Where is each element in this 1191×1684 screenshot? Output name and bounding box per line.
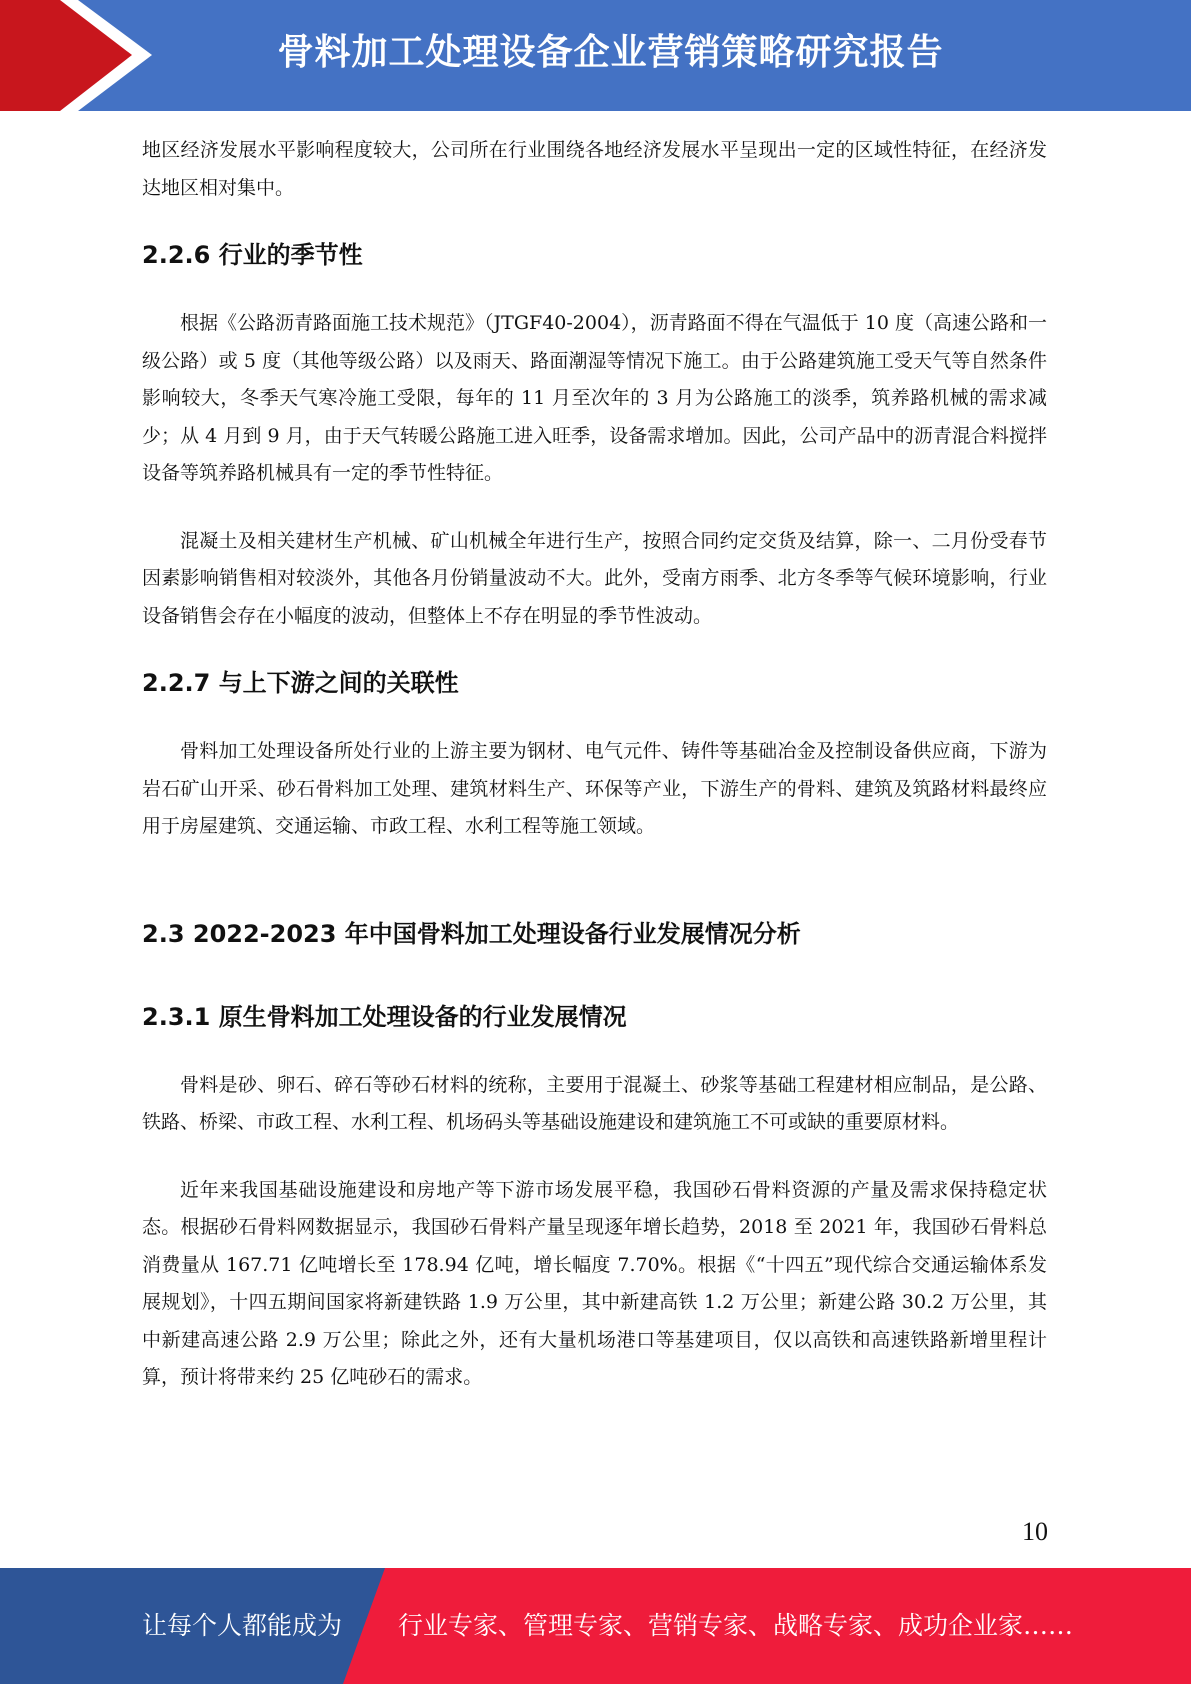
intro-paragraph: 地区经济发展水平影响程度较大，公司所在行业围绕各地经济发展水平呈现出一定的区域性特征，在经济发达地区相对集中。 bbox=[142, 139, 1047, 199]
page-number: 10 bbox=[1022, 1517, 1048, 1546]
paragraph-2-2-6-b: 混凝土及相关建材生产机械、矿山机械全年进行生产，按照合同约定交货及结算，除一、二月份受春节因素影响销售相对较淡外，其他各月份销量波动不大。此外，受南方雨季、北方冬季等气候环境影响，行业设备销售会存在小幅度的波动，但整体上不存在明显的季节性波动。 bbox=[142, 529, 1047, 627]
heading-2-2-6: 2.2.6 行业的季节性 bbox=[142, 241, 363, 269]
page-header bbox=[0, 0, 1191, 111]
heading-2-3: 2.3 2022-2023 年中国骨料加工处理设备行业发展情况分析 bbox=[142, 919, 801, 948]
main-content bbox=[142, 132, 1047, 1397]
footer-slogan-left: 让每个人都能成为 bbox=[142, 1611, 343, 1640]
footer-slogan-right: 行业专家、管理专家、营销专家、战略专家、成功企业家…… bbox=[398, 1611, 1074, 1640]
paragraph-2-2-6-a: 根据《公路沥青路面施工技术规范》（JTGF40-2004），沥青路面不得在气温低于 10 度（高速公路和一级公路）或 5 度（其他等级公路）以及雨天、路面潮湿等情况下施工。由于公路建筑施工受天气等自然条件影响较大，冬季天气寒冷施工受限，每年的 11 月至次年的 3 月为公路施工的淡季，筑养路机械的需求减少；从 4 月到 9 月，由于天气转暖公路施工进入旺季，设备需求增加。因此，公司产品中的沥青混合料搅拌设备等筑养路机械具有一定的季节性特征。 bbox=[142, 312, 1047, 484]
header-red-chevron bbox=[0, 0, 132, 111]
paragraph-2-3-1-a: 骨料是砂、卵石、碎石等砂石材料的统称，主要用于混凝土、砂浆等基础工程建材相应制品，是公路、铁路、桥梁、市政工程、水利工程、机场码头等基础设施建设和建筑施工不可或缺的重要原材料。 bbox=[142, 1073, 1047, 1133]
paragraph-2-3-1-b: 近年来我国基础设施建设和房地产等下游市场发展平稳，我国砂石骨料资源的产量及需求保持稳定状态。根据砂石骨料网数据显示，我国砂石骨料产量呈现逐年增长趋势，2018 至 2021 年，我国砂石骨料总消费量从 167.71 亿吨增长至 178.94 亿吨，增长幅度 7.70%。根据《“十四五”现代综合交通运输体系发展规划》，十四五期间国家将新建铁路 1.9 万公里，其中新建高铁 1.2 万公里；新建公路 30.2 万公里，其中新建高速公路 2.9 万公里；除此之外，还有大量机场港口等基建项目，仅以高铁和高速铁路新增里程计算，预计将带来约 25 亿吨砂石的需求。 bbox=[142, 1178, 1047, 1388]
paragraph-2-2-7: 骨料加工处理设备所处行业的上游主要为钢材、电气元件、铸件等基础冶金及控制设备供应商，下游为岩石矿山开采、砂石骨料加工处理、建筑材料生产、环保等产业，下游生产的骨料、建筑及筑路材料最终应用于房屋建筑、交通运输、市政工程、水利工程等施工领域。 bbox=[142, 740, 1047, 837]
heading-2-3-1: 2.3.1 原生骨料加工处理设备的行业发展情况 bbox=[142, 1002, 627, 1031]
page-footer bbox=[0, 1568, 1191, 1684]
heading-2-2-7: 2.2.7 与上下游之间的关联性 bbox=[142, 669, 459, 697]
report-title: 骨料加工处理设备企业营销策略研究报告 bbox=[277, 32, 944, 73]
